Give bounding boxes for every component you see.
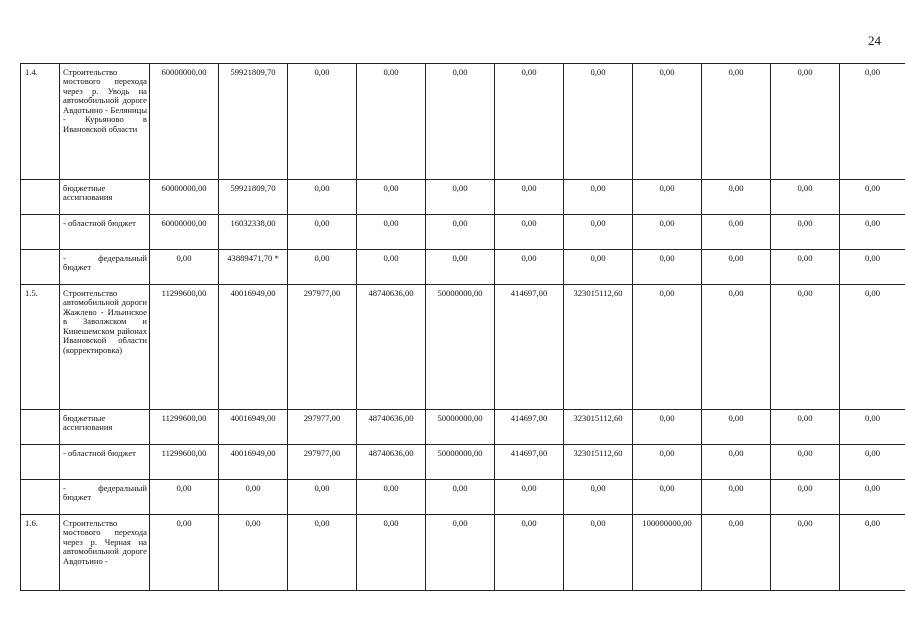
amount-cell: 59921809,70	[219, 64, 288, 180]
amount-cell: 0,00	[840, 285, 905, 410]
amount-cell: 0,00	[633, 64, 702, 180]
description-cell	[60, 180, 150, 215]
row-number-cell	[21, 215, 60, 250]
amount-cell: 0,00	[702, 180, 771, 215]
amount-cell: 0,00	[840, 515, 905, 591]
amount-cell: 0,00	[219, 480, 288, 515]
row-number-cell: 1.5.	[21, 285, 60, 410]
amount-cell: 48740636,00	[357, 445, 426, 480]
amount-cell: 0,00	[564, 64, 633, 180]
amount-cell: 0,00	[357, 515, 426, 591]
description-text: Строительство автомобильной дороги Жажлево - Ильинское в Заволжском и Кинешемском районах Ивановской области (корректировка)	[63, 288, 147, 355]
description-cell	[60, 285, 150, 410]
amount-cell: 0,00	[633, 285, 702, 410]
amount-cell: 0,00	[702, 285, 771, 410]
row-number-cell: 1.6.	[21, 515, 60, 591]
amount-cell: 297977,00	[288, 445, 357, 480]
amount-cell: 100000000,00	[633, 515, 702, 591]
amount-cell: 0,00	[288, 515, 357, 591]
amount-cell: 0,00	[702, 250, 771, 285]
page-number: 24	[868, 33, 881, 48]
amount-cell: 0,00	[495, 480, 564, 515]
amount-cell: 0,00	[840, 445, 905, 480]
amount-cell: 50000000,00	[426, 285, 495, 410]
amount-cell: 0,00	[771, 515, 840, 591]
amount-cell: 0,00	[288, 180, 357, 215]
amount-cell: 0,00	[771, 480, 840, 515]
amount-cell: 323015112,60	[564, 285, 633, 410]
amount-cell: 0,00	[633, 180, 702, 215]
amount-cell: 11299600,00	[150, 285, 219, 410]
amount-cell: 0,00	[495, 64, 564, 180]
amount-cell: 40016949,00	[219, 285, 288, 410]
amount-cell: 0,00	[426, 180, 495, 215]
description-cell	[60, 250, 150, 285]
amount-cell: 0,00	[840, 250, 905, 285]
table-row-1-5-regional-budget	[21, 445, 905, 480]
description-text: - областной бюджет	[63, 218, 136, 228]
amount-cell: 40016949,00	[219, 445, 288, 480]
amount-cell: 0,00	[426, 480, 495, 515]
amount-cell: 0,00	[702, 410, 771, 445]
description-text: бюджетные ассигнования	[63, 183, 113, 203]
amount-cell: 40016949,00	[219, 410, 288, 445]
amount-cell: 0,00	[771, 285, 840, 410]
amount-cell: 0,00	[219, 515, 288, 591]
row-number-cell	[21, 480, 60, 515]
amount-cell: 0,00	[357, 480, 426, 515]
amount-cell: 0,00	[426, 250, 495, 285]
amount-cell: 0,00	[633, 215, 702, 250]
table-row-1-4-regional-budget	[21, 215, 905, 250]
description-cell	[60, 445, 150, 480]
amount-cell: 0,00	[357, 215, 426, 250]
amount-cell: 0,00	[564, 180, 633, 215]
amount-cell: 0,00	[357, 180, 426, 215]
amount-cell: 0,00	[564, 215, 633, 250]
amount-cell: 0,00	[633, 445, 702, 480]
amount-cell: 0,00	[495, 180, 564, 215]
amount-cell: 50000000,00	[426, 410, 495, 445]
amount-cell: 414697,00	[495, 445, 564, 480]
amount-cell: 0,00	[771, 250, 840, 285]
amount-cell: 11299600,00	[150, 445, 219, 480]
amount-cell: 0,00	[564, 250, 633, 285]
amount-cell: 0,00	[840, 480, 905, 515]
amount-cell: 0,00	[288, 480, 357, 515]
amount-cell: 0,00	[702, 215, 771, 250]
amount-cell: 0,00	[150, 250, 219, 285]
amount-cell: 60000000,00	[150, 180, 219, 215]
amount-cell: 0,00	[633, 410, 702, 445]
amount-cell: 0,00	[771, 215, 840, 250]
table-row-1-4	[21, 64, 905, 180]
row-number-cell	[21, 250, 60, 285]
row-number-cell	[21, 410, 60, 445]
amount-cell: 0,00	[288, 250, 357, 285]
description-text: - федеральный бюджет	[63, 253, 147, 273]
budget-table	[20, 63, 905, 591]
amount-cell: 43889471,70 *	[219, 250, 288, 285]
description-text: - областной бюджет	[63, 448, 136, 458]
amount-cell: 0,00	[150, 480, 219, 515]
amount-cell: 0,00	[702, 64, 771, 180]
amount-cell: 59921809,70	[219, 180, 288, 215]
row-number-cell: 1.4.	[21, 64, 60, 180]
amount-cell: 60000000,00	[150, 215, 219, 250]
amount-cell: 0,00	[771, 64, 840, 180]
amount-cell: 0,00	[702, 480, 771, 515]
amount-cell: 414697,00	[495, 410, 564, 445]
amount-cell: 0,00	[288, 64, 357, 180]
amount-cell: 0,00	[150, 515, 219, 591]
amount-cell: 0,00	[426, 215, 495, 250]
amount-cell: 0,00	[564, 480, 633, 515]
table-row-1-5-budget-allocations	[21, 410, 905, 445]
amount-cell: 0,00	[495, 250, 564, 285]
amount-cell: 0,00	[633, 480, 702, 515]
description-cell	[60, 410, 150, 445]
amount-cell: 0,00	[771, 445, 840, 480]
description-cell	[60, 64, 150, 180]
table-row-1-5	[21, 285, 905, 410]
amount-cell: 0,00	[840, 215, 905, 250]
table-row-1-4-budget-allocations	[21, 180, 905, 215]
amount-cell: 0,00	[495, 515, 564, 591]
description-cell	[60, 215, 150, 250]
description-text: - федеральный бюджет	[63, 483, 147, 503]
table-body	[21, 64, 905, 591]
amount-cell: 16032338,00	[219, 215, 288, 250]
description-text: бюджетные ассигнования	[63, 413, 113, 433]
amount-cell: 0,00	[840, 64, 905, 180]
table-row-1-4-federal-budget	[21, 250, 905, 285]
amount-cell: 0,00	[564, 515, 633, 591]
description-text: Строительство мостового перехода через р. Черная на автомобильной дороге Авдотьино -	[63, 518, 147, 566]
amount-cell: 60000000,00	[150, 64, 219, 180]
amount-cell: 0,00	[357, 64, 426, 180]
row-number-cell	[21, 445, 60, 480]
amount-cell: 414697,00	[495, 285, 564, 410]
amount-cell: 0,00	[702, 515, 771, 591]
amount-cell: 48740636,00	[357, 285, 426, 410]
table-row-1-6	[21, 515, 905, 591]
amount-cell: 0,00	[771, 180, 840, 215]
amount-cell: 297977,00	[288, 285, 357, 410]
description-text: Строительство мостового перехода через р. Уводь на автомобильной дороге Авдотьино - Беляницы - Курьяново в Ивановской области	[63, 67, 147, 134]
amount-cell: 0,00	[771, 410, 840, 445]
table-row-1-5-federal-budget	[21, 480, 905, 515]
amount-cell: 48740636,00	[357, 410, 426, 445]
amount-cell: 11299600,00	[150, 410, 219, 445]
amount-cell: 323015112,60	[564, 445, 633, 480]
description-cell	[60, 480, 150, 515]
amount-cell: 0,00	[633, 250, 702, 285]
amount-cell: 0,00	[840, 410, 905, 445]
amount-cell: 0,00	[288, 215, 357, 250]
amount-cell: 0,00	[357, 250, 426, 285]
row-number-cell	[21, 180, 60, 215]
amount-cell: 0,00	[426, 64, 495, 180]
amount-cell: 0,00	[702, 445, 771, 480]
amount-cell: 323015112,60	[564, 410, 633, 445]
amount-cell: 0,00	[426, 515, 495, 591]
description-cell	[60, 515, 150, 591]
amount-cell: 50000000,00	[426, 445, 495, 480]
amount-cell: 297977,00	[288, 410, 357, 445]
amount-cell: 0,00	[495, 215, 564, 250]
amount-cell: 0,00	[840, 180, 905, 215]
